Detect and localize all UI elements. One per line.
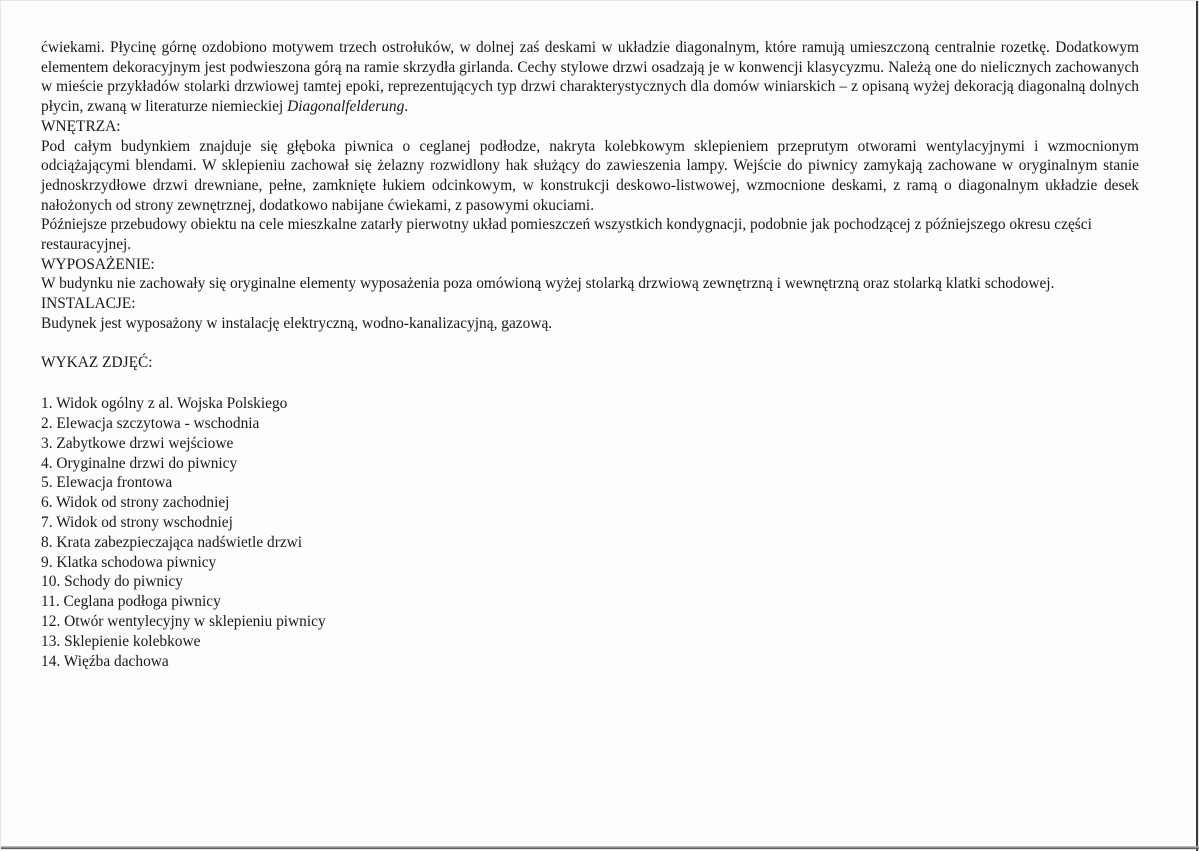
installations-paragraph: Budynek jest wyposażony w instalację elektryczną, wodno-kanalizacyjną, gazową. <box>41 314 553 332</box>
equipment-heading: WYPOSAŻENIE: <box>41 255 155 273</box>
photo-list <box>41 394 1139 671</box>
photo-list-item: 3. Zabytkowe drzwi wejściowe <box>41 434 234 452</box>
interiors-heading: WNĘTRZA: <box>41 117 121 135</box>
photo-list-item: 1. Widok ogólny z al. Wojska Polskiego <box>41 395 288 413</box>
photo-list-item: 14. Więźba dachowa <box>41 652 169 670</box>
rebuild-paragraph: Późniejsze przebudowy obiektu na cele mieszkalne zatarły pierwotny układ pomieszczeń wszystkich kondygnacji, podobnie jak pochodzącej z późniejszego okresu części restauracyjnej. <box>41 216 1092 254</box>
equipment-paragraph: W budynku nie zachowały się oryginalne elementy wyposażenia poza omówioną wyżej stolarką drzwiową zewnętrzną i wewnętrzną oraz stolarką klatki schodowej. <box>41 275 1055 293</box>
door-description-paragraph <box>41 38 1139 117</box>
photo-list-item: 10. Schody do piwnicy <box>41 573 183 591</box>
photo-list-item: 12. Otwór wentylecyjny w sklepieniu piwnicy <box>41 613 326 631</box>
photo-list-item: 7. Widok od strony wschodniej <box>41 514 233 532</box>
photo-list-item: 5. Elewacja frontowa <box>41 474 173 492</box>
photo-list-item: 8. Krata zabezpieczająca nadświetle drzwi <box>41 533 303 551</box>
door-description-end: . <box>404 98 409 116</box>
scan-edge-bottom <box>1 846 1199 849</box>
photo-list-item: 11. Ceglana podłoga piwnicy <box>41 593 221 611</box>
photo-list-item: 9. Klatka schodowa piwnicy <box>41 553 217 571</box>
photos-heading: WYKAZ ZDJĘĆ: <box>41 353 153 371</box>
diagonalfelderung-term: Diagonalfelderung <box>287 98 405 116</box>
interiors-paragraph: Pod całym budynkiem znajduje się głęboka piwnica o ceglanej podłodze, nakryta kolebkowym sklepieniem przeprutym otworami wentylacyjnymi i wzmocnionym odciążającymi blendami. W sklepieniu zachował się żelazny rozwidlony hak służący do zawieszenia lampy. Wejście do piwnicy zamykają zachowane w oryginalnym stanie jednoskrzydłowe drzwi drewniane, pełne, zamknięte łukiem odcinkowym, w konstrukcji deskowo-listwowej, wzmocnione deskami, z ramą o diagonalnym układzie desek nałożonych od strony zewnętrznej, dodatkowo nabijane ćwiekami, z pasowymi okuciami. <box>41 137 1139 214</box>
installations-heading: INSTALACJE: <box>41 295 136 313</box>
door-description-text: ćwiekami. Płycinę górnę ozdobiono motywem trzech ostrołuków, w dolnej zaś deskami w układzie diagonalnym, które ramują umieszczoną centralnie rozetkę. Dodatkowym elementem dekoracyjnym jest podwieszona górą na ramie skrzydła girlanda. Cechy stylowe drzwi osadzają je w konwencji klasycyzmu. Należą one do nielicznych zachowanych w mieście przykładów stolarki drzwiowej tamtej epoki, reprezentujących typ drzwi charakterystycznych dla domów winiarskich – z opisaną wyżej dekoracją diagonalną dolnych płycin, zwaną w literaturze niemieckiej <box>41 39 1139 116</box>
document-body <box>41 38 1139 671</box>
scan-edge-right <box>1196 1 1198 851</box>
photo-list-item: 2. Elewacja szczytowa - wschodnia <box>41 415 260 433</box>
photo-list-item: 6. Widok od strony zachodniej <box>41 494 230 512</box>
photo-list-item: 13. Sklepienie kolebkowe <box>41 632 201 650</box>
photo-list-item: 4. Oryginalne drzwi do piwnicy <box>41 454 238 472</box>
